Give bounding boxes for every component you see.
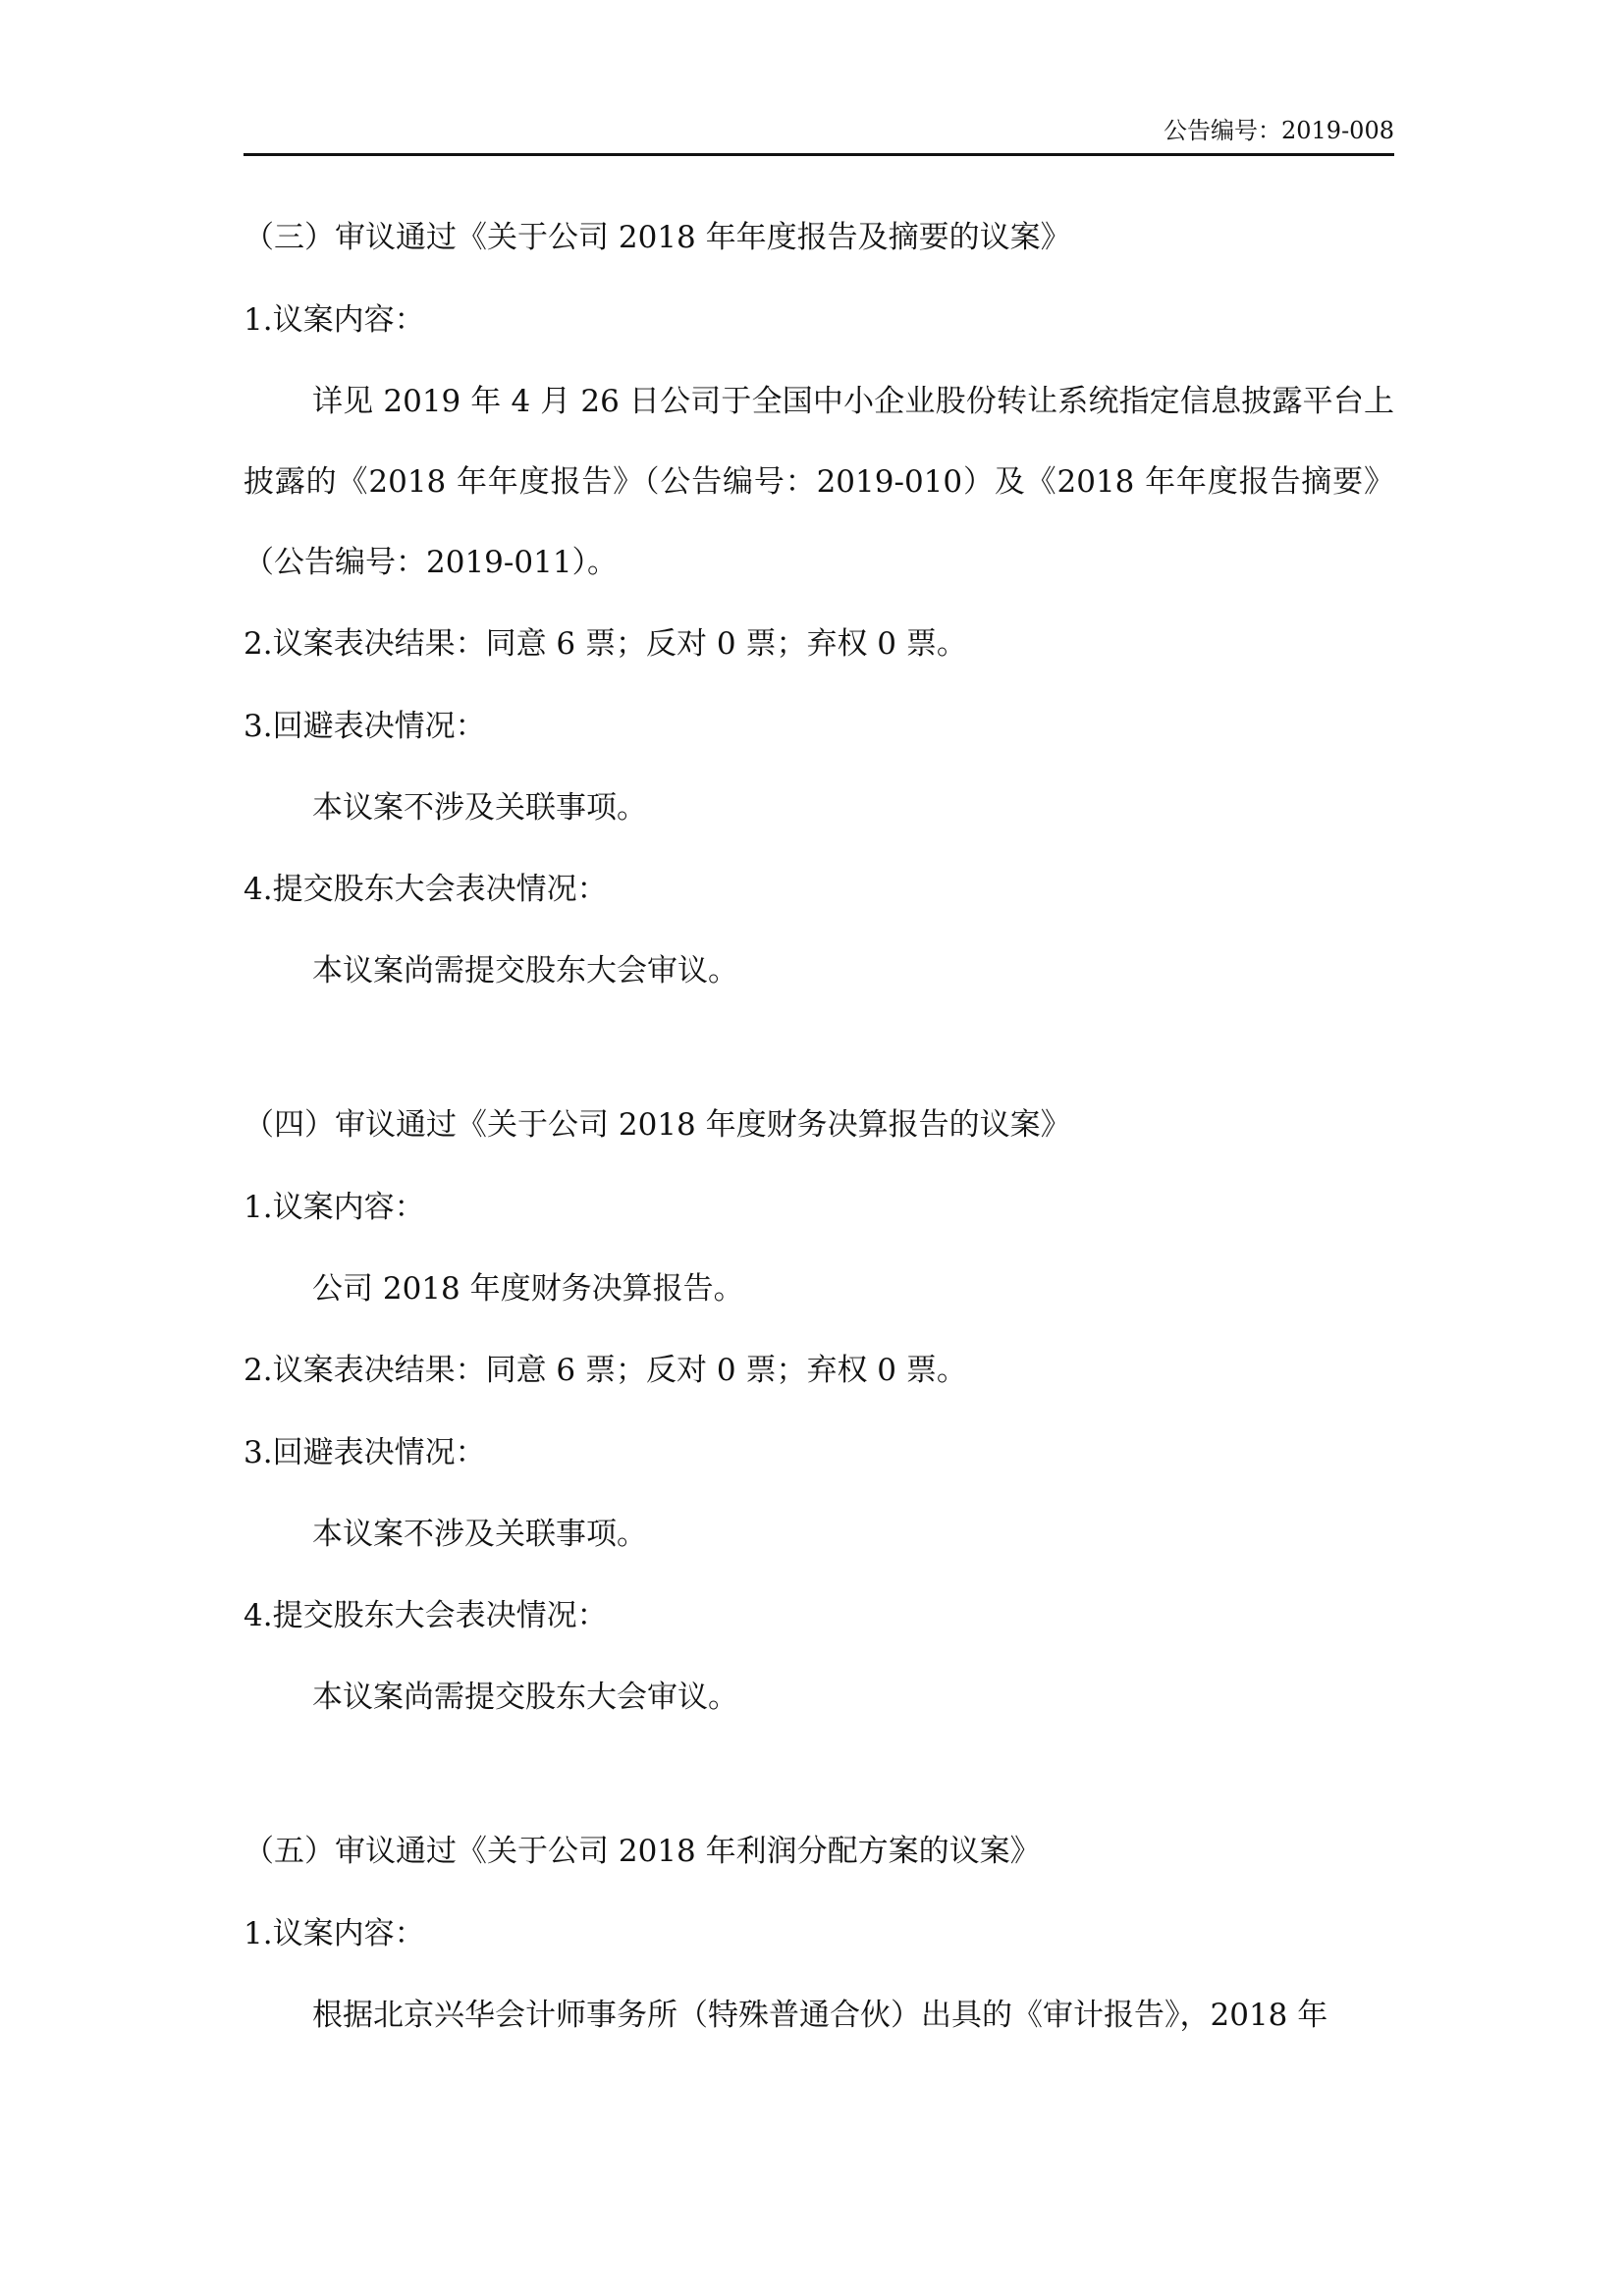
avoidance-text: 本议案不涉及关联事项。 xyxy=(312,790,647,826)
content-heading: 1.议案内容： xyxy=(244,302,425,338)
shareholder-heading: 4.提交股东大会表决情况： xyxy=(244,872,608,907)
vote-result: 2.议案表决结果：同意 6 票；反对 0 票；弃权 0 票。 xyxy=(244,1353,967,1388)
avoidance-text: 本议案不涉及关联事项。 xyxy=(312,1517,647,1552)
section-title: （三）审议通过《关于公司 2018 年年度报告及摘要的议案》 xyxy=(244,220,1071,255)
avoidance-heading: 3.回避表决情况： xyxy=(244,1435,486,1470)
page-header xyxy=(244,116,1394,156)
section-annual-report xyxy=(244,196,1394,1011)
vote-result: 2.议案表决结果：同意 6 票；反对 0 票；弃权 0 票。 xyxy=(244,626,967,662)
content-text: 详见 2019 年 4 月 26 日公司于全国中小企业股份转让系统指定信息披露平台上披露的《2018 年年度报告》（公告编号：2019-010）及《2018 年年度报告摘要》（公告编号：2019-011）。 xyxy=(244,384,1394,580)
shareholder-heading: 4.提交股东大会表决情况： xyxy=(244,1598,608,1633)
section-profit-distribution xyxy=(244,1810,1394,2056)
content-text: 根据北京兴华会计师事务所（特殊普通合伙）出具的《审计报告》，2018 年 xyxy=(312,1998,1328,2033)
section-title: （四）审议通过《关于公司 2018 年度财务决算报告的议案》 xyxy=(244,1107,1071,1143)
shareholder-text: 本议案尚需提交股东大会审议。 xyxy=(312,1680,738,1715)
avoidance-heading: 3.回避表决情况： xyxy=(244,709,486,744)
announcement-number: 公告编号：2019-008 xyxy=(1164,117,1394,144)
document-body xyxy=(244,196,1394,2128)
content-heading: 1.议案内容： xyxy=(244,1190,425,1225)
section-title: （五）审议通过《关于公司 2018 年利润分配方案的议案》 xyxy=(244,1834,1041,1869)
content-heading: 1.议案内容： xyxy=(244,1916,425,1951)
shareholder-text: 本议案尚需提交股东大会审议。 xyxy=(312,953,738,988)
content-text: 公司 2018 年度财务决算报告。 xyxy=(312,1271,744,1307)
section-financial-report xyxy=(244,1084,1394,1737)
